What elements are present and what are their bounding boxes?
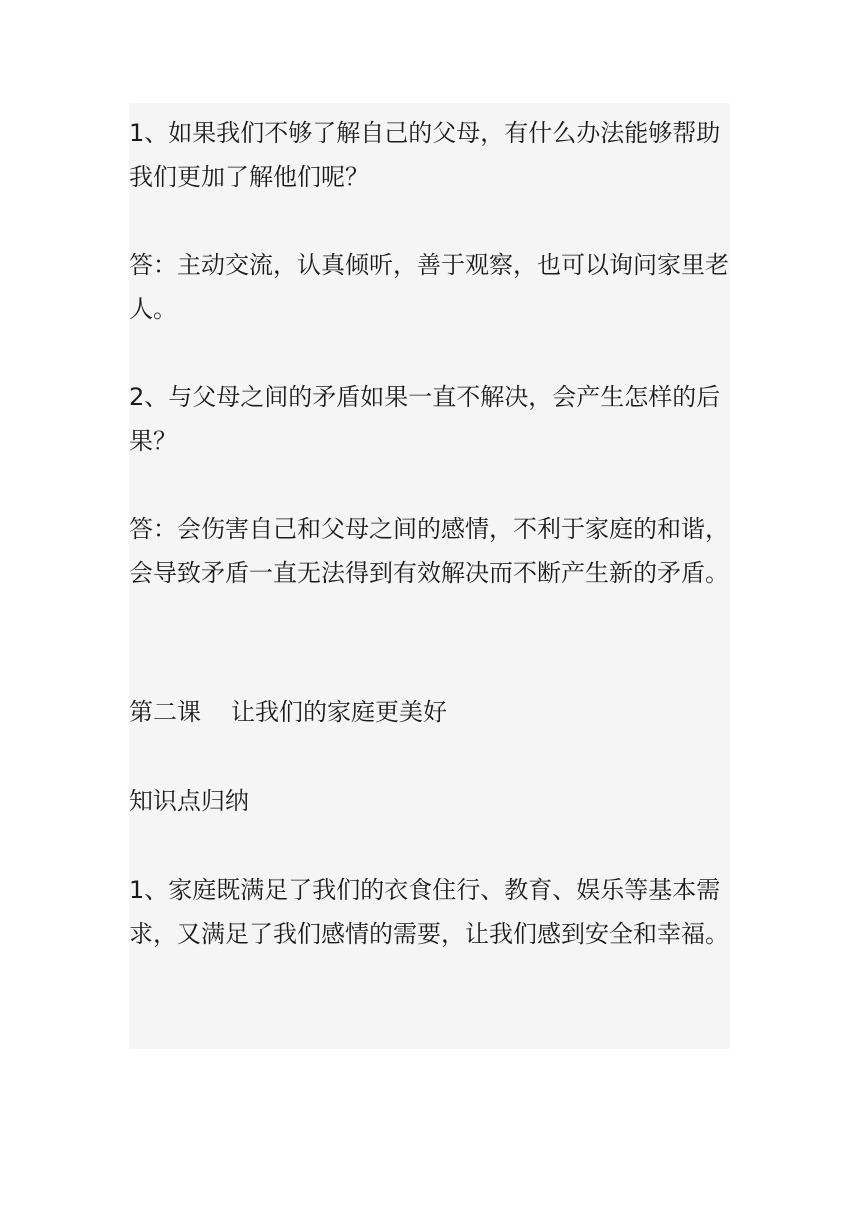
lesson-title: 让我们的家庭更美好 xyxy=(231,698,447,726)
knowledge-summary-heading: 知识点归纳 xyxy=(129,787,249,815)
question-2: 2、与父母之间的矛盾如果一直不解决，会产生怎样的后果？ xyxy=(129,383,721,455)
answer-2: 答：会伤害自己和父母之间的感情，不利于家庭的和谐，会导致矛盾一直无法得到有效解决而不断产生新的矛盾。 xyxy=(129,515,729,587)
answer-1: 答：主动交流，认真倾听，善于观察，也可以询问家里老人。 xyxy=(129,251,729,323)
knowledge-point-1: 1、家庭既满足了我们的衣食住行、教育、娱乐等基本需求，又满足了我们感情的需要，让我们感到安全和幸福。 xyxy=(129,876,729,948)
question-1: 1、如果我们不够了解自己的父母，有什么办法能够帮助我们更加了解他们呢？ xyxy=(129,119,721,191)
content-panel xyxy=(129,103,730,1049)
lesson-number: 第二课 xyxy=(129,698,201,726)
lesson-heading xyxy=(129,690,730,734)
